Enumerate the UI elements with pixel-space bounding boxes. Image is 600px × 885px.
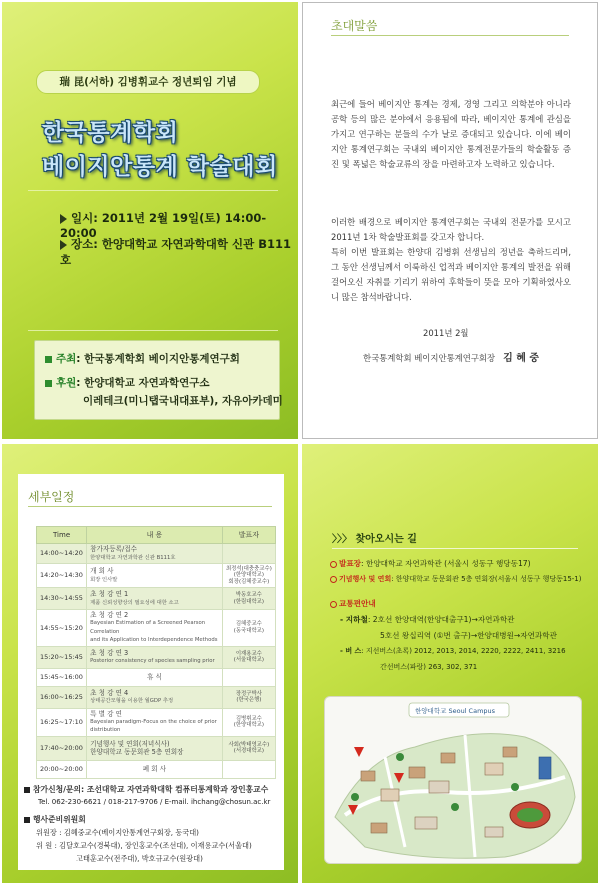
row-speaker: 박동호교수 (한림대학교) (222, 588, 275, 610)
cover-divider (28, 190, 278, 191)
table-row (37, 646, 276, 668)
contact-detail: Tel. 062-230-6621 / 018-217-9706 / E-mail. ihchang@chosun.ac.kr (38, 798, 271, 806)
row-time: 16:00~16:25 (37, 686, 87, 708)
square-bullet-icon (45, 356, 52, 363)
subway-line-1: : 2호선 한양대역(한양대출구1)→자연과학관 (367, 615, 515, 624)
square-bullet-icon (45, 380, 52, 387)
letter-signature (363, 349, 539, 364)
dinner-label: 기념행사 및 연회 (339, 575, 392, 583)
row-line1: 초 청 강 연 4 (90, 688, 129, 697)
header-speaker: 발표자 (222, 527, 275, 544)
square-bullet-icon (24, 817, 30, 823)
row-line2: 회장 인사말 (90, 576, 118, 583)
circle-bullet-icon (330, 601, 337, 608)
map-label: 한양대학교 Seoul Campus (415, 707, 496, 715)
row-speaker: 사회(박태영교수) (서경대학교) (222, 736, 275, 760)
committee-chair: 위원장 : 김혜중교수(베이지안통계연구회장, 동국대) (36, 828, 199, 837)
row-speaker: 이재용교수 (서울대학교) (222, 646, 275, 668)
row-time: 16:25~17:10 (37, 708, 87, 736)
row-speaker: 김병휘교수 (한양대학교) (222, 708, 275, 736)
bus-line-2: 간선버스(파랑) 263, 302, 371 (380, 663, 478, 671)
row-line1: 초 청 강 연 1 (90, 590, 129, 599)
bus-row (340, 646, 566, 656)
triangle-bullet-icon (60, 240, 67, 250)
row-line2: 한양대학교 자연과학관 신관 B111호 (90, 554, 176, 561)
row-line2: Bayesian paradigm-Focus on the choice of prior distribution (90, 719, 217, 734)
contact-title-text: 참가신청/문의: 조선대학교 자연과학대학 컴퓨터통계학과 장인홍교수 (33, 785, 269, 794)
row-line1: 초 청 강 연 3 (90, 648, 129, 657)
table-row (37, 610, 276, 647)
directions-panel (302, 444, 598, 883)
schedule-header-row (37, 527, 276, 544)
circle-bullet-icon (330, 561, 337, 568)
sponsor-label: 후원 (56, 377, 77, 389)
row-line2: 상태공간모형을 이용한 월GDP 추정 (90, 698, 174, 705)
cover-title-line2: 베이지안통계 학술대회 (42, 154, 278, 180)
campus-map-drawing (325, 697, 581, 863)
directions-title-rule (332, 548, 578, 549)
signature-org: 한국통계학회 베이지안통계연구회장 (363, 353, 496, 363)
letter-date: 2011년 2월 (423, 328, 469, 338)
row-time: 14:00~14:20 (37, 544, 87, 564)
row-line1: 기념행사 및 연회(저녁식사) (90, 739, 170, 748)
cover-divider-2 (28, 330, 278, 331)
dinner-row (330, 574, 582, 584)
table-row (37, 686, 276, 708)
row-line1: 특 별 강 연 (90, 709, 122, 718)
row-speaker (222, 668, 275, 686)
row-speaker: 김혜중교수 (동국대학교) (222, 610, 275, 647)
sponsor-row (45, 375, 210, 390)
row-line1: 참가자등록/접수 (90, 545, 137, 554)
row-content (87, 588, 223, 610)
table-row (37, 668, 276, 686)
cover-subtitle: 瑞 昆(서하) 김병휘교수 정년퇴임 기념 (36, 70, 260, 94)
circle-bullet-icon (330, 576, 337, 583)
cover-title-line1: 한국통계학회 (42, 120, 179, 146)
row-content (87, 668, 223, 686)
schedule-title-rule (28, 506, 272, 507)
row-line2: 한양대학교 동문회관 5층 연회장 (90, 748, 184, 757)
table-row (37, 760, 276, 778)
row-content (87, 708, 223, 736)
row-content (87, 760, 223, 778)
row-line1: 개 회 사 (90, 567, 114, 576)
venue-row (330, 558, 531, 569)
subway-label: - 지하철 (340, 615, 368, 624)
subway-row (340, 614, 515, 625)
table-row (37, 544, 276, 564)
row-content (87, 736, 223, 760)
row-time: 20:00~20:00 (37, 760, 87, 778)
row-time: 15:20~15:45 (37, 646, 87, 668)
row-line2: Posterior consistency of species sampling prior (90, 658, 215, 665)
row-line1: 폐 회 사 (142, 765, 167, 774)
subway-line-2: 5호선 왕십리역 (①번 출구)→한양대병원→자연과학관 (380, 631, 557, 640)
row-speaker (222, 544, 275, 564)
venue-label: 발표장 (339, 559, 362, 568)
row-time: 14:20~14:30 (37, 564, 87, 588)
committee-title-text: 행사준비위원회 (33, 815, 86, 824)
row-speaker: 최정석(대충충교수) (한양대학교) 회장(김혜중교수) (222, 564, 275, 588)
cover-panel (2, 2, 298, 439)
row-content (87, 564, 223, 588)
host-label: 주최 (56, 353, 77, 365)
row-content (87, 646, 223, 668)
row-speaker (222, 760, 275, 778)
triangle-bullet-icon (60, 214, 67, 224)
letter-title: 초대말씀 (331, 19, 378, 33)
letter-title-rule (331, 35, 569, 36)
table-row (37, 736, 276, 760)
header-content: 내 용 (87, 527, 223, 544)
row-content (87, 686, 223, 708)
sponsor-box (34, 340, 283, 420)
sponsor-value-2: 이레테크(미니탭국내대표부), 자유아카데미 (83, 395, 283, 407)
row-line3: and its Application to Interdependence Methods (90, 637, 218, 644)
letter-panel (302, 2, 598, 439)
row-time: 14:30~14:55 (37, 588, 87, 610)
letter-paragraph-1: 최근에 들어 베이지안 통계는 경제, 경영 그리고 의학분야 아니라 공학 등의 많은 분야에서 응용됨에 따라, 베이지안 통계에 관심을 가지고 연구하는 분들의 수가 날로 증대되고 있습니다. 이에 베이지안 통계연구회는 국내외 베이지안 통계전문가들의 학술활동 증진 및 폭넓은 학술교류의 장을 마련하고자 노력하고 있습니다. (331, 99, 571, 170)
transport-label: 교통편안내 (339, 599, 376, 608)
sponsor-value-1: : 한양대학교 자연과학연구소 (76, 377, 210, 389)
contact-title (24, 784, 268, 795)
table-row (37, 564, 276, 588)
venue-value: : 한양대학교 자연과학관 (서울시 성동구 행당동17) (361, 559, 531, 568)
header-time: Time (37, 527, 87, 544)
table-row (37, 708, 276, 736)
row-speaker: 장정구박사 (한국은행) (222, 686, 275, 708)
signature-name: 김 혜 중 (503, 353, 540, 364)
row-line1: 초 청 강 연 2 (90, 611, 129, 619)
row-line1: 휴 식 (147, 672, 162, 681)
committee-members-1: 위 원 : 김달호교수(경북대), 장인홍교수(조선대), 이재용교수(서울대) (36, 841, 252, 850)
table-row (37, 588, 276, 610)
row-time: 17:40~20:00 (37, 736, 87, 760)
row-time: 15:45~16:00 (37, 668, 87, 686)
date-value: : 2011년 2월 19일(토) 14:00-20:00 (60, 211, 267, 240)
transport-row (330, 598, 376, 609)
dinner-value: : 한양대학교 동문회관 5층 연회장(서울시 성동구 행당동15-1) (391, 575, 582, 583)
bus-line-1: : 지선버스(초록) 2012, 2013, 2014, 2220, 2222, 2411, 3216 (361, 647, 566, 655)
row-content (87, 610, 223, 647)
host-row (45, 351, 240, 366)
schedule-table (36, 526, 276, 779)
host-value: : 한국통계학회 베이지안통계연구회 (76, 353, 240, 365)
schedule-panel (2, 444, 298, 883)
letter-paragraph-3: 특히 이번 발표회는 한양대 김병휘 선생님의 정년을 축하드리며, 그 동안 선생님께서 이룩하신 업적과 베이지안 통계의 발전을 위해 걸어오신 자취를 기리기 위하여 후학들이 뜻을 모아 기획하였사오니 많은 참석바랍니다. (331, 247, 571, 303)
row-time: 14:55~15:20 (37, 610, 87, 647)
date-label: 일시 (71, 211, 94, 225)
row-line2: 제품 신뢰성향상의 필요성에 대한 소고 (90, 599, 179, 606)
directions-title: 〉〉〉 찾아오시는 길 (332, 534, 417, 545)
place-label: 장소 (71, 237, 94, 251)
letter-paragraph-2: 이러한 배경으로 베이지안 통계연구회는 국내외 전문가를 모시고 2011년 1차 학술발표회를 갖고자 합니다. (331, 217, 571, 243)
committee-members-2: 고태훈교수(전주대), 박호규교수(원광대) (76, 854, 203, 863)
place-value: : 한양대학교 자연과학대학 신관 B111호 (60, 237, 292, 267)
event-place (60, 236, 298, 268)
row-line2: Bayesian Estimation of a Screened Pearson Correlation (90, 620, 206, 635)
row-content (87, 544, 223, 564)
schedule-title: 세부일정 (28, 490, 75, 504)
campus-map (324, 696, 582, 864)
square-bullet-icon (24, 787, 30, 793)
bus-label: - 버 스 (340, 647, 362, 655)
committee-title (24, 814, 86, 825)
